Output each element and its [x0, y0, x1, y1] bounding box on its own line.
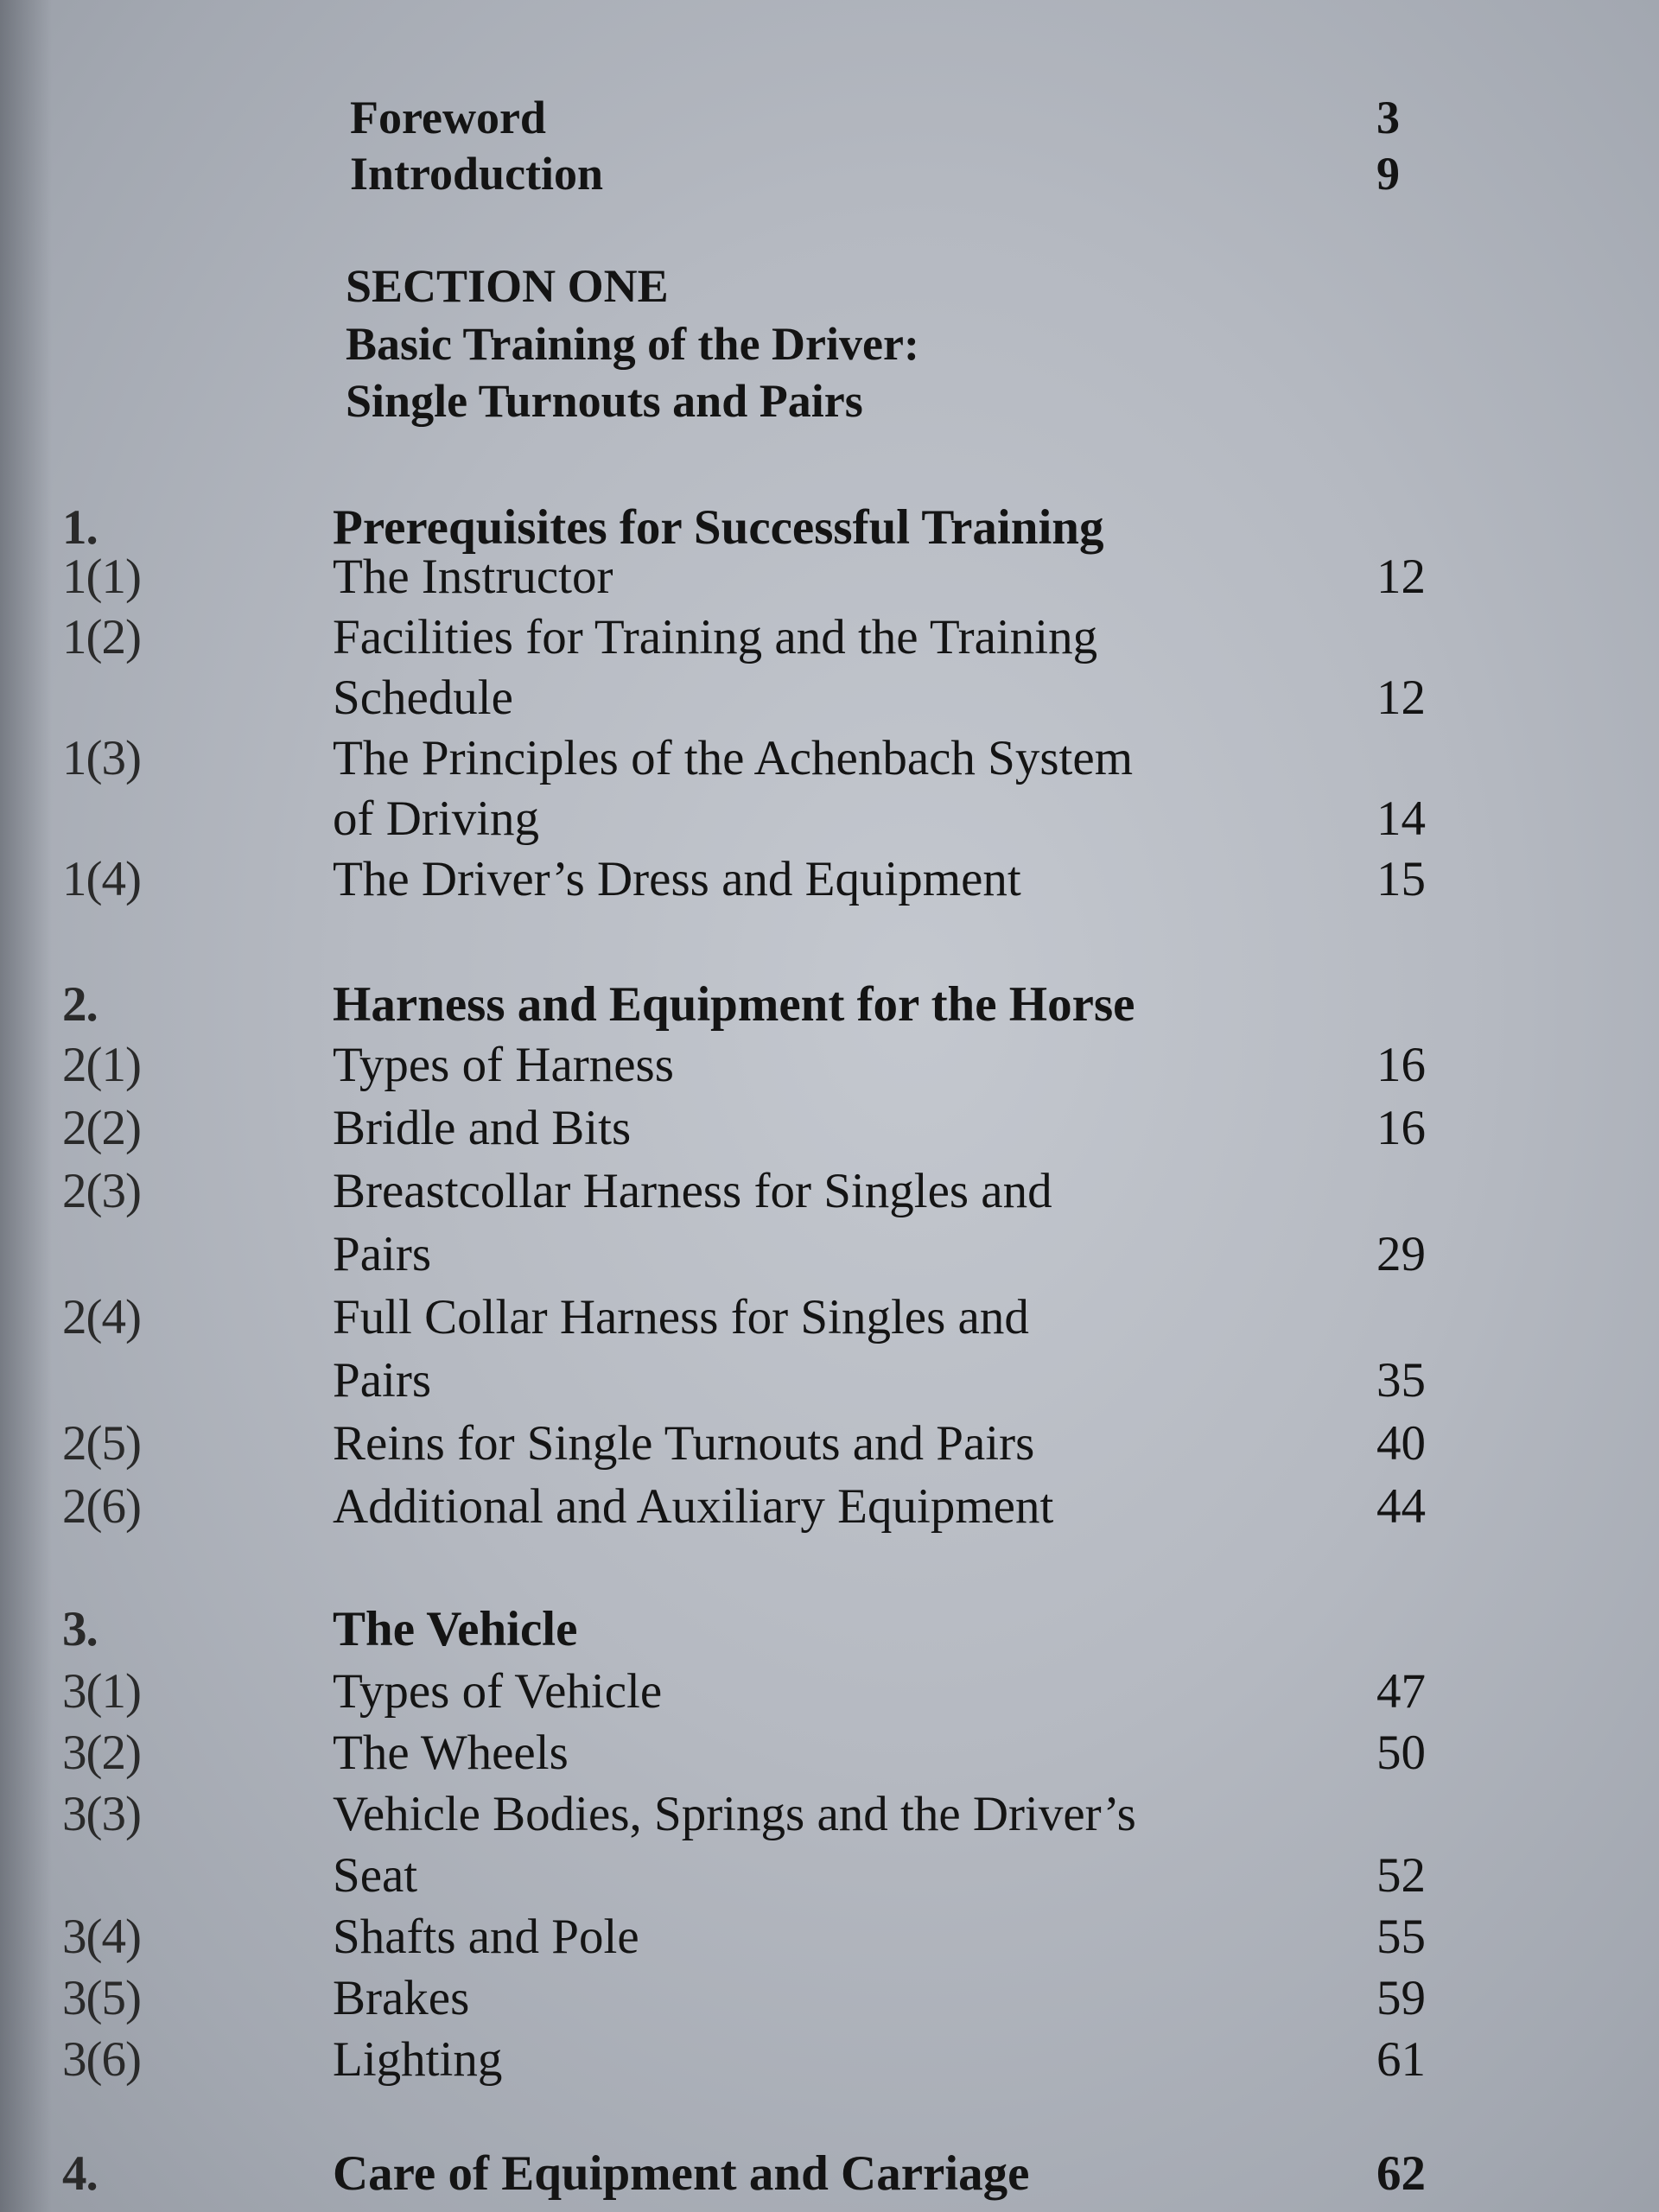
- toc-entry: [0, 728, 1659, 790]
- toc-row-introduction: [0, 143, 1659, 205]
- entry-page-number: 12: [1376, 671, 1426, 725]
- toc-entry: [0, 607, 1659, 669]
- toc-entry-continuation: [0, 667, 1659, 729]
- entry-page-number: 61: [1376, 2032, 1426, 2087]
- entry-number: 2(1): [62, 1038, 141, 1092]
- entry-page-number: 35: [1376, 1353, 1426, 1408]
- chapter-heading-3: [0, 1599, 1659, 1661]
- entry-title-continuation: Schedule: [333, 671, 513, 725]
- section-subtitle-text: Basic Training of the Driver:: [346, 318, 919, 370]
- entry-title-continuation: of Driving: [333, 791, 540, 846]
- section-heading-text: SECTION ONE: [346, 260, 669, 312]
- entry-page-number: 12: [1376, 550, 1426, 604]
- entry-page-number: 40: [1376, 1416, 1426, 1471]
- chapter-title: The Vehicle: [333, 1602, 578, 1656]
- toc-entry-continuation: [0, 1224, 1659, 1286]
- chapter-number: 3.: [62, 1602, 98, 1656]
- toc-entry: [0, 1783, 1659, 1846]
- toc-entry: [0, 1160, 1659, 1223]
- entry-number: 2(6): [62, 1479, 141, 1534]
- entry-page-number: 29: [1376, 1227, 1426, 1281]
- entry-title: The Driver’s Dress and Equipment: [333, 852, 1021, 906]
- toc-entry: [0, 1906, 1659, 1968]
- entry-number: 2(4): [62, 1290, 141, 1344]
- entry-page-number: 15: [1376, 852, 1426, 906]
- entry-page-number: 14: [1376, 791, 1426, 846]
- entry-title: Shafts and Pole: [333, 1910, 639, 1964]
- chapter-title: Harness and Equipment for the Horse: [333, 977, 1135, 1032]
- entry-title: Reins for Single Turnouts and Pairs: [333, 1416, 1035, 1471]
- toc-entry-continuation: [0, 1845, 1659, 1907]
- entry-title-continuation: Pairs: [333, 1227, 431, 1281]
- entry-number: 1(2): [62, 610, 141, 664]
- section-subtitle-line-1: [0, 313, 1659, 375]
- entry-title: The Wheels: [333, 1726, 569, 1780]
- entry-number: 3(2): [62, 1726, 141, 1780]
- entry-title: The Instructor: [333, 550, 613, 604]
- toc-entry-continuation: [0, 1350, 1659, 1412]
- entry-title: Vehicle Bodies, Springs and the Driver’s: [333, 1787, 1136, 1841]
- toc-entry: [0, 1967, 1659, 2030]
- toc-entry: [0, 1722, 1659, 1784]
- entry-number: 3(5): [62, 1971, 141, 2025]
- entry-title: Types of Vehicle: [333, 1664, 663, 1719]
- entry-number: 1(3): [62, 731, 141, 785]
- entry-page-number: 16: [1376, 1038, 1426, 1092]
- toc-entry: [0, 1476, 1659, 1538]
- entry-title: Facilities for Training and the Training: [333, 610, 1098, 664]
- chapter-number: 4.: [62, 2146, 98, 2201]
- entry-page-number: 55: [1376, 1910, 1426, 1964]
- entry-title: The Principles of the Achenbach System: [333, 731, 1134, 785]
- entry-number: 3(4): [62, 1910, 141, 1964]
- toc-entry: [0, 849, 1659, 911]
- entry-number: 1(1): [62, 550, 141, 604]
- chapter-number: 1.: [62, 500, 98, 555]
- toc-entry: [0, 1413, 1659, 1475]
- entry-number: 3(3): [62, 1787, 141, 1841]
- chapter-title: Care of Equipment and Carriage: [333, 2146, 1030, 2201]
- chapter-heading-2: [0, 974, 1659, 1036]
- entry-title: Types of Harness: [333, 1038, 674, 1092]
- toc-entry: [0, 1661, 1659, 1723]
- chapter-number: 2.: [62, 977, 98, 1032]
- entry-page-number: 16: [1376, 1101, 1426, 1155]
- entry-title: Full Collar Harness for Singles and: [333, 1290, 1029, 1344]
- toc-entry: [0, 1287, 1659, 1349]
- entry-title-continuation: Seat: [333, 1848, 418, 1903]
- entry-title: Bridle and Bits: [333, 1101, 632, 1155]
- entry-page-number: 52: [1376, 1848, 1426, 1903]
- entry-number: 3(6): [62, 2032, 141, 2087]
- chapter-title: Prerequisites for Successful Training: [333, 500, 1104, 555]
- toc-row-foreword: [0, 86, 1659, 149]
- entry-title: Breastcollar Harness for Singles and: [333, 1164, 1052, 1218]
- entry-page-number: 50: [1376, 1726, 1426, 1780]
- entry-title: Brakes: [333, 1971, 470, 2025]
- toc-title: Foreword: [350, 92, 546, 143]
- entry-page-number: 59: [1376, 1971, 1426, 2025]
- toc-entry: [0, 2029, 1659, 2091]
- chapter-page-number: 62: [1376, 2146, 1426, 2201]
- entry-page-number: 44: [1376, 1479, 1426, 1534]
- section-subtitle-text: Single Turnouts and Pairs: [346, 375, 863, 427]
- section-subtitle-line-2: [0, 370, 1659, 432]
- entry-number: 2(5): [62, 1416, 141, 1471]
- toc-title: Introduction: [350, 148, 604, 200]
- toc-page-number: 3: [1376, 92, 1400, 143]
- entry-number: 1(4): [62, 852, 141, 906]
- entry-title-continuation: Pairs: [333, 1353, 431, 1408]
- toc-entry: [0, 1097, 1659, 1160]
- entry-title: Additional and Auxiliary Equipment: [333, 1479, 1054, 1534]
- entry-number: 2(3): [62, 1164, 141, 1218]
- section-heading: [0, 255, 1659, 317]
- toc-entry: [0, 546, 1659, 608]
- entry-page-number: 47: [1376, 1664, 1426, 1719]
- entry-title: Lighting: [333, 2032, 503, 2087]
- entry-number: 3(1): [62, 1664, 141, 1719]
- toc-page-number: 9: [1376, 148, 1400, 200]
- chapter-heading-4: [0, 2143, 1659, 2205]
- toc-entry: [0, 1034, 1659, 1096]
- toc-entry-continuation: [0, 788, 1659, 850]
- entry-number: 2(2): [62, 1101, 141, 1155]
